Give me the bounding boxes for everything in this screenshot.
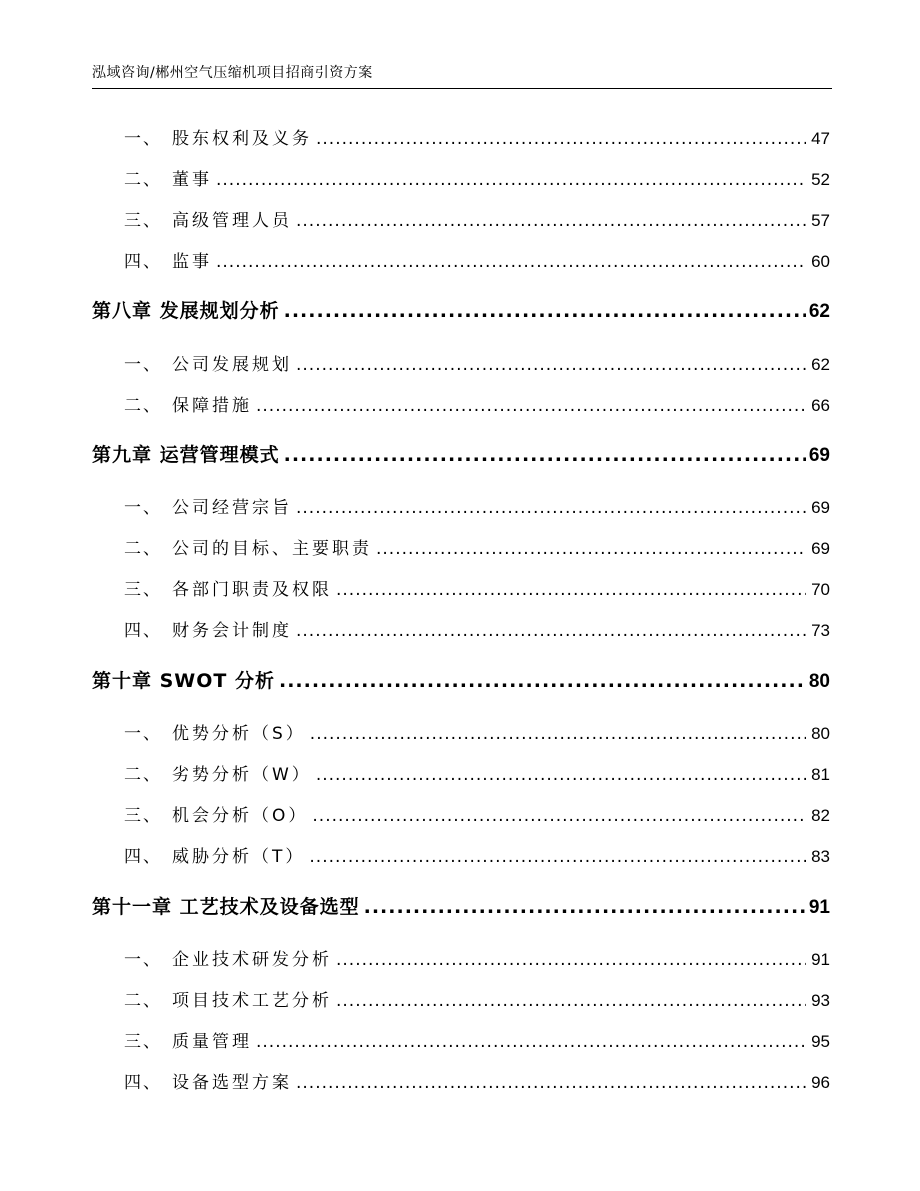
toc-entry[interactable] [92, 575, 830, 601]
toc-entry[interactable] [92, 124, 830, 150]
toc-entry[interactable] [92, 616, 830, 642]
toc-entry-number: 二、 [124, 539, 162, 559]
toc-chapter-title: 第九章 运营管理模式 [92, 444, 280, 466]
toc-chapter-page: 80 [808, 671, 830, 692]
header-text: 泓域咨询/郴州空气压缩机项目招商引资方案 [92, 65, 373, 81]
toc-entry-page: 95 [811, 1032, 830, 1051]
toc-dot-leader [316, 129, 806, 149]
toc-entry-number: 四、 [124, 252, 162, 272]
toc-entry-number: 二、 [124, 765, 162, 785]
toc-dot-leader [296, 211, 806, 231]
toc-dot-leader [309, 847, 806, 867]
toc-entry[interactable] [92, 247, 830, 273]
toc-entry-number: 三、 [124, 211, 162, 231]
toc-entry-title: 公司的目标、主要职责 [172, 539, 372, 559]
toc-entry-page: 83 [811, 847, 830, 866]
toc-entry[interactable] [92, 391, 830, 417]
toc-entry-page: 60 [811, 252, 830, 271]
toc-entry-title: 企业技术研发分析 [172, 950, 332, 970]
toc-entry-page: 69 [811, 498, 830, 517]
toc-entry-number: 一、 [124, 724, 162, 744]
toc-dot-leader [376, 539, 806, 559]
toc-entry-title: 设备选型方案 [172, 1073, 292, 1093]
toc-entry-title: 财务会计制度 [172, 621, 292, 641]
toc-entry-page: 73 [811, 621, 830, 640]
toc-entry[interactable] [92, 534, 830, 560]
toc-chapter-page: 69 [808, 445, 830, 466]
toc-entry-page: 93 [811, 991, 830, 1010]
toc-chapter[interactable] [92, 440, 830, 470]
toc-entry-title: 监事 [172, 252, 212, 272]
toc-entry-number: 四、 [124, 847, 162, 867]
toc-chapter-page: 91 [808, 897, 830, 918]
toc-entry-page: 57 [811, 211, 830, 230]
toc-dot-leader [310, 724, 806, 744]
toc-dot-leader [312, 806, 806, 826]
toc-entry[interactable] [92, 760, 830, 786]
toc-entry-title: 各部门职责及权限 [172, 580, 332, 600]
toc-entry[interactable] [92, 842, 830, 868]
toc-chapter-title: 第八章 发展规划分析 [92, 300, 280, 322]
toc-entry-page: 62 [811, 355, 830, 374]
toc-entry[interactable] [92, 1068, 830, 1094]
toc-entry-number: 三、 [124, 806, 162, 826]
toc-entry-number: 二、 [124, 396, 162, 416]
toc-entry-title: 公司经营宗旨 [172, 498, 292, 518]
toc-chapter[interactable] [92, 666, 830, 696]
toc-entry[interactable] [92, 1027, 830, 1053]
toc-entry-number: 三、 [124, 1032, 162, 1052]
toc-dot-leader [336, 950, 806, 970]
toc-entry[interactable] [92, 165, 830, 191]
toc-entry-number: 一、 [124, 355, 162, 375]
toc-entry-title: 股东权利及义务 [172, 129, 312, 149]
toc-dot-leader [316, 765, 806, 785]
toc-entry-page: 81 [811, 765, 830, 784]
toc-dot-leader [336, 991, 806, 1011]
toc-chapter[interactable] [92, 296, 830, 326]
toc-chapter-page: 62 [808, 301, 830, 322]
toc-dot-leader [256, 1032, 806, 1052]
toc-chapter-title: 第十一章 工艺技术及设备选型 [92, 896, 360, 918]
toc-entry[interactable] [92, 493, 830, 519]
toc-chapter[interactable] [92, 892, 830, 922]
toc-entry[interactable] [92, 206, 830, 232]
toc-entry-title: 优势分析（S） [172, 724, 306, 744]
toc-entry-number: 一、 [124, 129, 162, 149]
toc-entry-title: 机会分析（O） [172, 806, 309, 826]
toc-entry-number: 一、 [124, 498, 162, 518]
toc-dot-leader [296, 1073, 806, 1093]
toc-entry-number: 一、 [124, 950, 162, 970]
toc-entry-page: 82 [811, 806, 830, 825]
toc-dot-leader [216, 252, 806, 272]
toc-dot-leader [336, 580, 806, 600]
toc-dot-leader [364, 896, 806, 918]
toc-dot-leader [296, 355, 806, 375]
toc-entry-title: 项目技术工艺分析 [172, 991, 332, 1011]
toc-entry-title: 公司发展规划 [172, 355, 292, 375]
toc-entry-title: 威胁分析（T） [172, 847, 306, 867]
toc-entry-title: 质量管理 [172, 1032, 252, 1052]
toc-dot-leader [256, 396, 806, 416]
toc-entry-page: 80 [811, 724, 830, 743]
toc-entry-title: 董事 [172, 170, 212, 190]
toc-chapter-title: 第十章 SWOT 分析 [92, 670, 275, 692]
toc-entry-number: 二、 [124, 991, 162, 1011]
toc-dot-leader [216, 170, 806, 190]
toc-entry-title: 高级管理人员 [172, 211, 292, 231]
toc-entry[interactable] [92, 986, 830, 1012]
toc-entry-number: 三、 [124, 580, 162, 600]
toc-entry[interactable] [92, 719, 830, 745]
toc-dot-leader [284, 444, 806, 466]
toc-dot-leader [279, 670, 806, 692]
toc-dot-leader [284, 300, 806, 322]
toc-entry-page: 52 [811, 170, 830, 189]
toc-entry[interactable] [92, 350, 830, 376]
toc-entry-page: 70 [811, 580, 830, 599]
toc-entry-number: 二、 [124, 170, 162, 190]
toc-entry-page: 66 [811, 396, 830, 415]
toc-entry-page: 96 [811, 1073, 830, 1092]
toc-entry[interactable] [92, 801, 830, 827]
toc-entry-page: 91 [811, 950, 830, 969]
toc-dot-leader [296, 621, 806, 641]
toc-entry-title: 保障措施 [172, 396, 252, 416]
toc-entry[interactable] [92, 945, 830, 971]
toc-entry-page: 47 [811, 129, 830, 148]
toc-entry-title: 劣势分析（W） [172, 765, 312, 785]
toc-entry-page: 69 [811, 539, 830, 558]
toc-dot-leader [296, 498, 806, 518]
toc-entry-number: 四、 [124, 1073, 162, 1093]
toc-entry-number: 四、 [124, 621, 162, 641]
page-header [92, 58, 832, 89]
